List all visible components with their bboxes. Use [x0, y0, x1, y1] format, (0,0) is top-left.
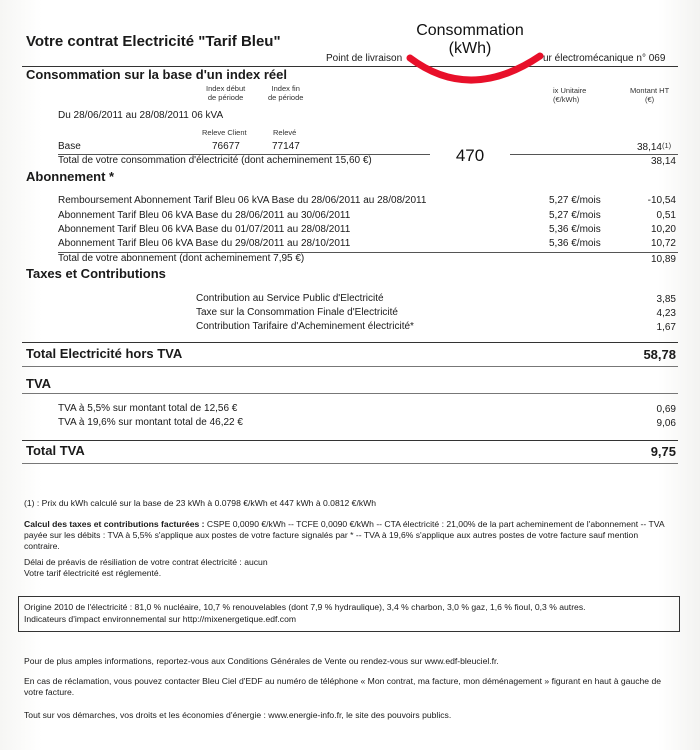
total-vat-divider: [22, 440, 678, 441]
meter-label: ur électromécanique n° 069: [543, 53, 666, 64]
base-label: Base: [58, 141, 81, 152]
consumption-total-amount: 38,14: [650, 156, 676, 167]
tax-calculation-title: Calcul des taxes et contributions facturées :: [24, 519, 205, 529]
tax-row-label: Contribution Tarifaire d'Acheminement électricité*: [196, 321, 414, 332]
complaint-text: En cas de réclamation, vous pouvez contacter Bleu Ciel d'EDF au numéro de téléphone « Mon contrat, ma facture, mon déménagement » figurant en haut à gauche de votre facture.: [24, 676, 662, 697]
tax-calculation-note: [24, 519, 674, 552]
annotation-line1: Consommation: [416, 22, 524, 39]
annotation-line2: (kWh): [448, 40, 492, 57]
base-amount: 38,14: [636, 142, 662, 153]
subscription-total-label: Total de votre abonnement (dont acheminement 7,95 €): [58, 253, 305, 264]
subscription-row-label: Abonnement Tarif Bleu 06 kVA Base du 28/06/2011 au 30/06/2011: [58, 210, 351, 221]
reading-label: Relevé: [273, 128, 297, 137]
total-ht-amount: 58,78: [643, 347, 676, 362]
procedures-text: Tout sur vos démarches, vos droits et les économies d'énergie : www.energie-info.fr, le site des pouvoirs publics.: [24, 710, 452, 720]
subscription-row-amount: -10,54: [647, 195, 676, 206]
subscription-total-amount: 10,89: [650, 254, 676, 265]
unit-price-header: ix Unitaire (€/kWh): [553, 86, 587, 104]
subscription-row-price: 5,36 €/mois: [549, 238, 601, 249]
total-ht-label: Total Electricité hors TVA: [26, 346, 183, 361]
index-start-value: 76677: [212, 141, 240, 152]
tax-row-amount: 3,85: [656, 294, 676, 305]
vat-row-amount: 9,06: [656, 418, 676, 429]
consumption-section-title: Consommation sur la base d'un index réel: [26, 67, 287, 82]
vat-row-label: TVA à 5,5% sur montant total de 12,56 €: [58, 403, 238, 414]
annotation-consumption-value: 470: [430, 140, 510, 172]
consumption-total-label: Total de votre consommation d'électricité (dont acheminement 15,60 €): [58, 155, 372, 166]
contract-title: Votre contrat Electricité "Tarif Bleu": [26, 33, 281, 50]
more-info-text: Pour de plus amples informations, reportez-vous aux Conditions Générales de Vente ou rendez-vous sur www.edf-bleuciel.fr.: [24, 656, 499, 666]
total-ht-bottom-line: [22, 366, 678, 367]
index-start-header: Index début de période: [206, 84, 246, 102]
total-vat-bottom-line: [22, 463, 678, 464]
tax-row-label: Contribution au Service Public d'Electricité: [196, 293, 384, 304]
subscription-row-amount: 10,72: [650, 238, 676, 249]
total-vat-amount: 9,75: [650, 444, 676, 459]
subscription-row-amount: 10,20: [650, 224, 676, 235]
subscription-row-label: Remboursement Abonnement Tarif Bleu 06 kVA Base du 28/06/2011 au 28/08/2011: [58, 195, 427, 206]
subscription-row-label: Abonnement Tarif Bleu 06 kVA Base du 29/08/2011 au 28/10/2011: [58, 238, 351, 249]
consumption-period: Du 28/06/2011 au 28/08/2011 06 kVA: [58, 110, 224, 121]
vat-title-divider: [22, 393, 678, 394]
subscription-row-price: 5,27 €/mois: [549, 195, 601, 206]
notice-period-note: Délai de préavis de résiliation de votre contrat électricité : aucun: [24, 557, 268, 567]
subscription-section-title: Abonnement *: [26, 169, 115, 184]
index-end-value: 77147: [272, 141, 300, 152]
subscription-row-amount: 0,51: [656, 210, 676, 221]
tax-row-label: Taxe sur la Consommation Finale d'Electricité: [196, 307, 398, 318]
tax-row-amount: 1,67: [656, 322, 676, 333]
taxes-section-title: Taxes et Contributions: [26, 266, 166, 281]
tax-calculation-text: CSPE 0,0090 €/kWh -- TCFE 0,0090 €/kWh -- CTA électricité : 21,00% de la part acheminement de l'abonnement -- TVA payée sur les débits : TVA à 5,5% s'applique aux postes de votre facture signalés par * -- TVA à 19,6% s'applique aux autres postes de votre facture sauf mention contraire.: [24, 519, 665, 551]
client-reading-label: Releve Client: [202, 128, 247, 137]
total-vat-label: Total TVA: [26, 443, 85, 458]
tax-row-amount: 4,23: [656, 308, 676, 319]
total-ht-divider: [22, 342, 678, 343]
subscription-row-price: 5,36 €/mois: [549, 224, 601, 235]
delivery-point-label: Point de livraison: [326, 53, 403, 64]
vat-row-label: TVA à 19,6% sur montant total de 46,22 €: [58, 417, 243, 428]
index-end-header: Index fin de période: [268, 84, 304, 102]
red-underline-mark: [400, 48, 550, 88]
subscription-row-price: 5,27 €/mois: [549, 210, 601, 221]
vat-section-title: TVA: [26, 376, 52, 391]
subscription-row-label: Abonnement Tarif Bleu 06 kVA Base du 01/07/2011 au 28/08/2011: [58, 224, 351, 235]
environmental-impact-text: Indicateurs d'impact environnemental sur http://mixenergetique.edf.com: [24, 614, 297, 624]
base-note-ref: (1): [662, 141, 672, 150]
regulated-tariff-note: Votre tarif électricité est réglementé.: [24, 568, 162, 578]
vat-row-amount: 0,69: [656, 404, 676, 415]
kwh-price-note: (1) : Prix du kWh calculé sur la base de 23 kWh à 0.0798 €/kWh et 447 kWh à 0.0812 €/kWh: [24, 498, 377, 508]
energy-origin-text: Origine 2010 de l'électricité : 81,0 % nucléaire, 10,7 % renouvelables (dont 7,9 % hydraulique), 3,4 % charbon, 3,0 % gaz, 1,6 % fioul, 0,3 % autres.: [24, 602, 586, 612]
amount-header: Montant HT (€): [630, 86, 670, 104]
